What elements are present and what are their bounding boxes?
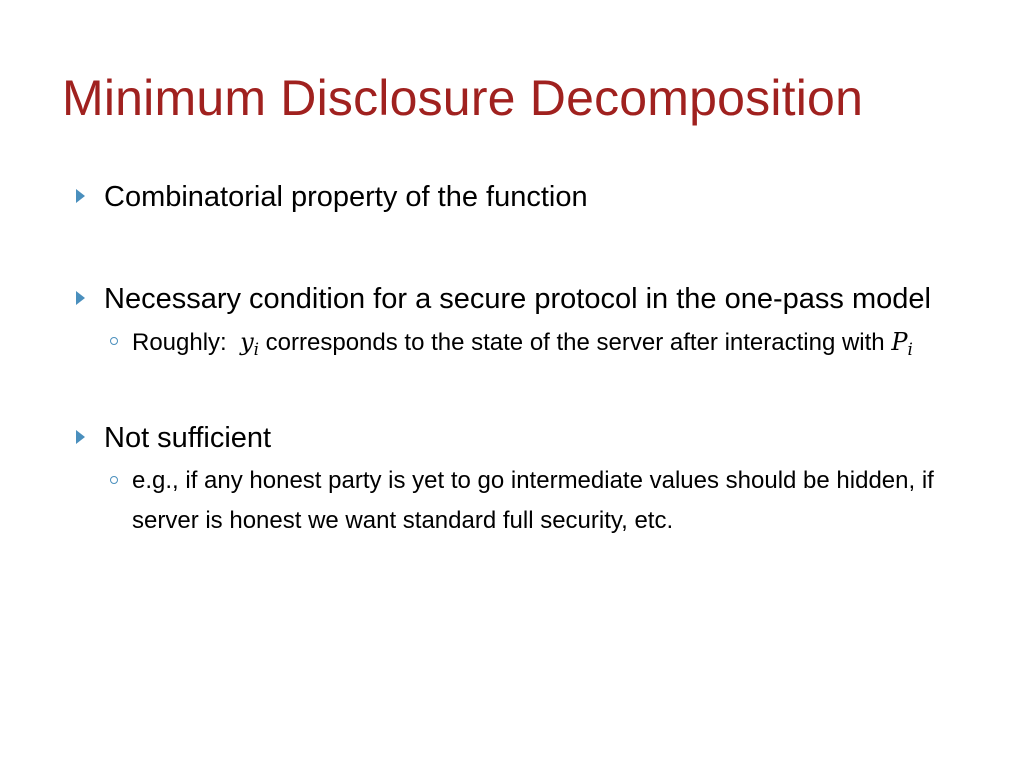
math-var-base: P — [891, 328, 908, 356]
circle-bullet-icon — [110, 476, 118, 484]
sub-bullet-text-3-1: e.g., if any honest party is yet to go intermediate values should be hidden, if server is honest we want standard full security, etc. — [132, 467, 934, 534]
math-var-subscript: i — [253, 339, 259, 360]
math-var-subscript: i — [907, 339, 913, 360]
math-variable-p-i — [891, 328, 913, 360]
sub-bullet-item-2-1 — [70, 322, 950, 363]
circle-bullet-icon — [110, 337, 118, 345]
slide-content — [70, 174, 950, 541]
sub-bullet-item-3-1 — [70, 461, 950, 541]
bullet-item-3 — [70, 415, 950, 461]
triangle-bullet-icon — [76, 291, 85, 305]
bullet-item-2 — [70, 276, 950, 322]
bullet-item-1 — [70, 174, 950, 220]
triangle-bullet-icon — [76, 430, 85, 444]
bullet-text-3: Not sufficient — [104, 422, 272, 454]
bullet-text-1: Combinatorial property of the function — [104, 181, 588, 213]
math-variable-y-i — [240, 328, 259, 360]
triangle-bullet-icon — [76, 189, 85, 203]
sub-bullet-middle: corresponds to the state of the server after interacting with — [259, 329, 892, 356]
slide-title: Minimum Disclosure Decomposition — [62, 70, 864, 126]
math-var-base: y — [240, 328, 254, 356]
sub-bullet-prefix: Roughly: — [132, 329, 241, 356]
bullet-text-2: Necessary condition for a secure protocol in the one-pass model — [104, 283, 931, 315]
